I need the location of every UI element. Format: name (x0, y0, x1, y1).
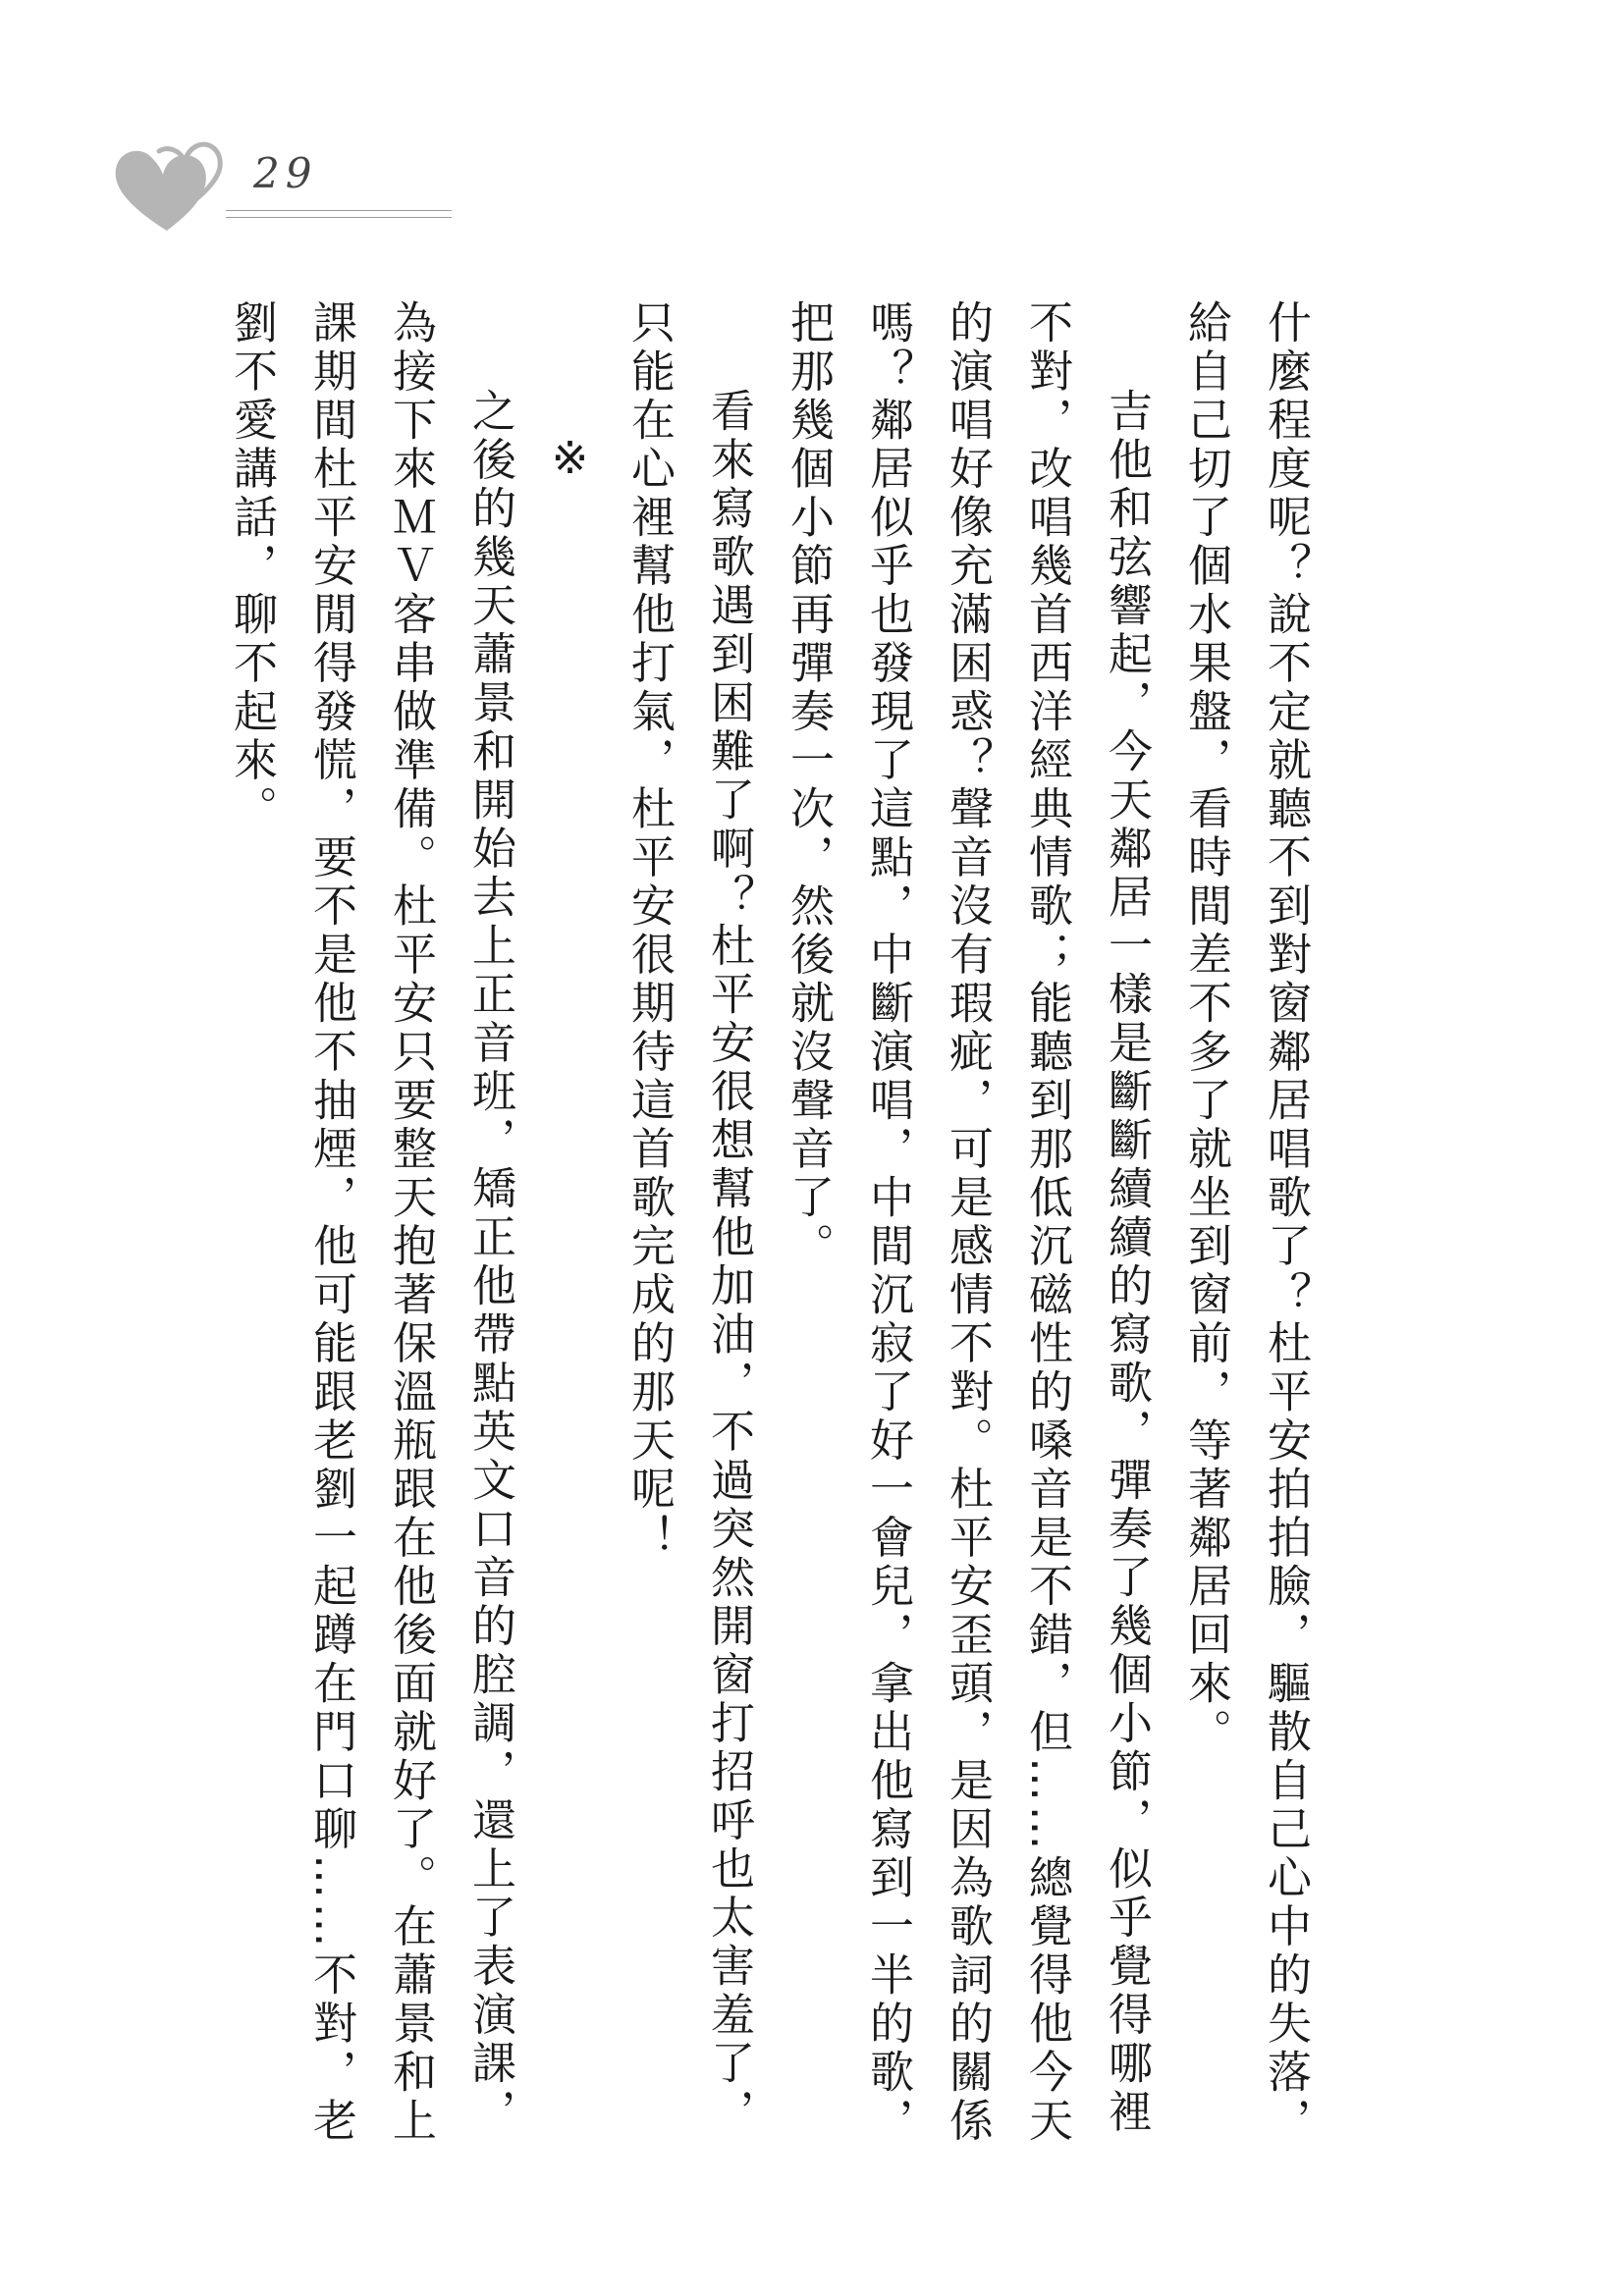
body-text (216, 299, 1326, 2164)
header-rule (226, 210, 452, 211)
page-number: 29 (253, 149, 318, 197)
paragraph: 什麼程度呢？說不定就聽不到對窗鄰居唱歌了？杜平安拍拍臉，驅散自己心中的失落，給自己切了個水果盤，看時間差不多了就坐到窗前，等著鄰居回來。 (1180, 299, 1312, 2146)
section-separator: ※ (544, 432, 596, 484)
paragraph: 吉他和弦響起，今天鄰居一樣是斷斷續續的寫歌，彈奏了幾個小節，似乎覺得哪裡不對，改唱幾首西洋經典情歌；能聽到那低沉磁性的嗓音是不錯，但……總覺得他今天的演唱好像充滿困惑？聲音沒有瑕疵，可是感情不對。杜平安歪頭，是因為歌詞的關係嗎？鄰居似乎也發現了這點，中斷演唱，中間沉寂了好一會兒，拿出他寫到一半的歌，把那幾個小節再彈奏一次，然後就沒聲音了。 (783, 299, 1153, 2146)
paragraph: 看來寫歌遇到困難了啊？杜平安很想幫他加油，不過突然開窗打招呼也太害羞了，只能在心裡幫他打氣，杜平安很期待這首歌完成的那天呢！ (623, 299, 755, 2137)
page-header (108, 137, 353, 236)
paragraph: 之後的幾天蕭景和開始去上正音班，矯正他帶點英文口音的腔調，還上了表演課，為接下來ＭＶ客串做準備。杜平安只要整天抱著保溫瓶跟在他後面就好了。在蕭景和上課期間杜平安閒得發慌，要不是他不抽煙，他可能跟老劉一起蹲在門口聊……不對，老劉不愛講話，聊不起來。 (226, 299, 516, 2146)
hearts-icon (108, 137, 226, 236)
header-rule (226, 217, 452, 218)
